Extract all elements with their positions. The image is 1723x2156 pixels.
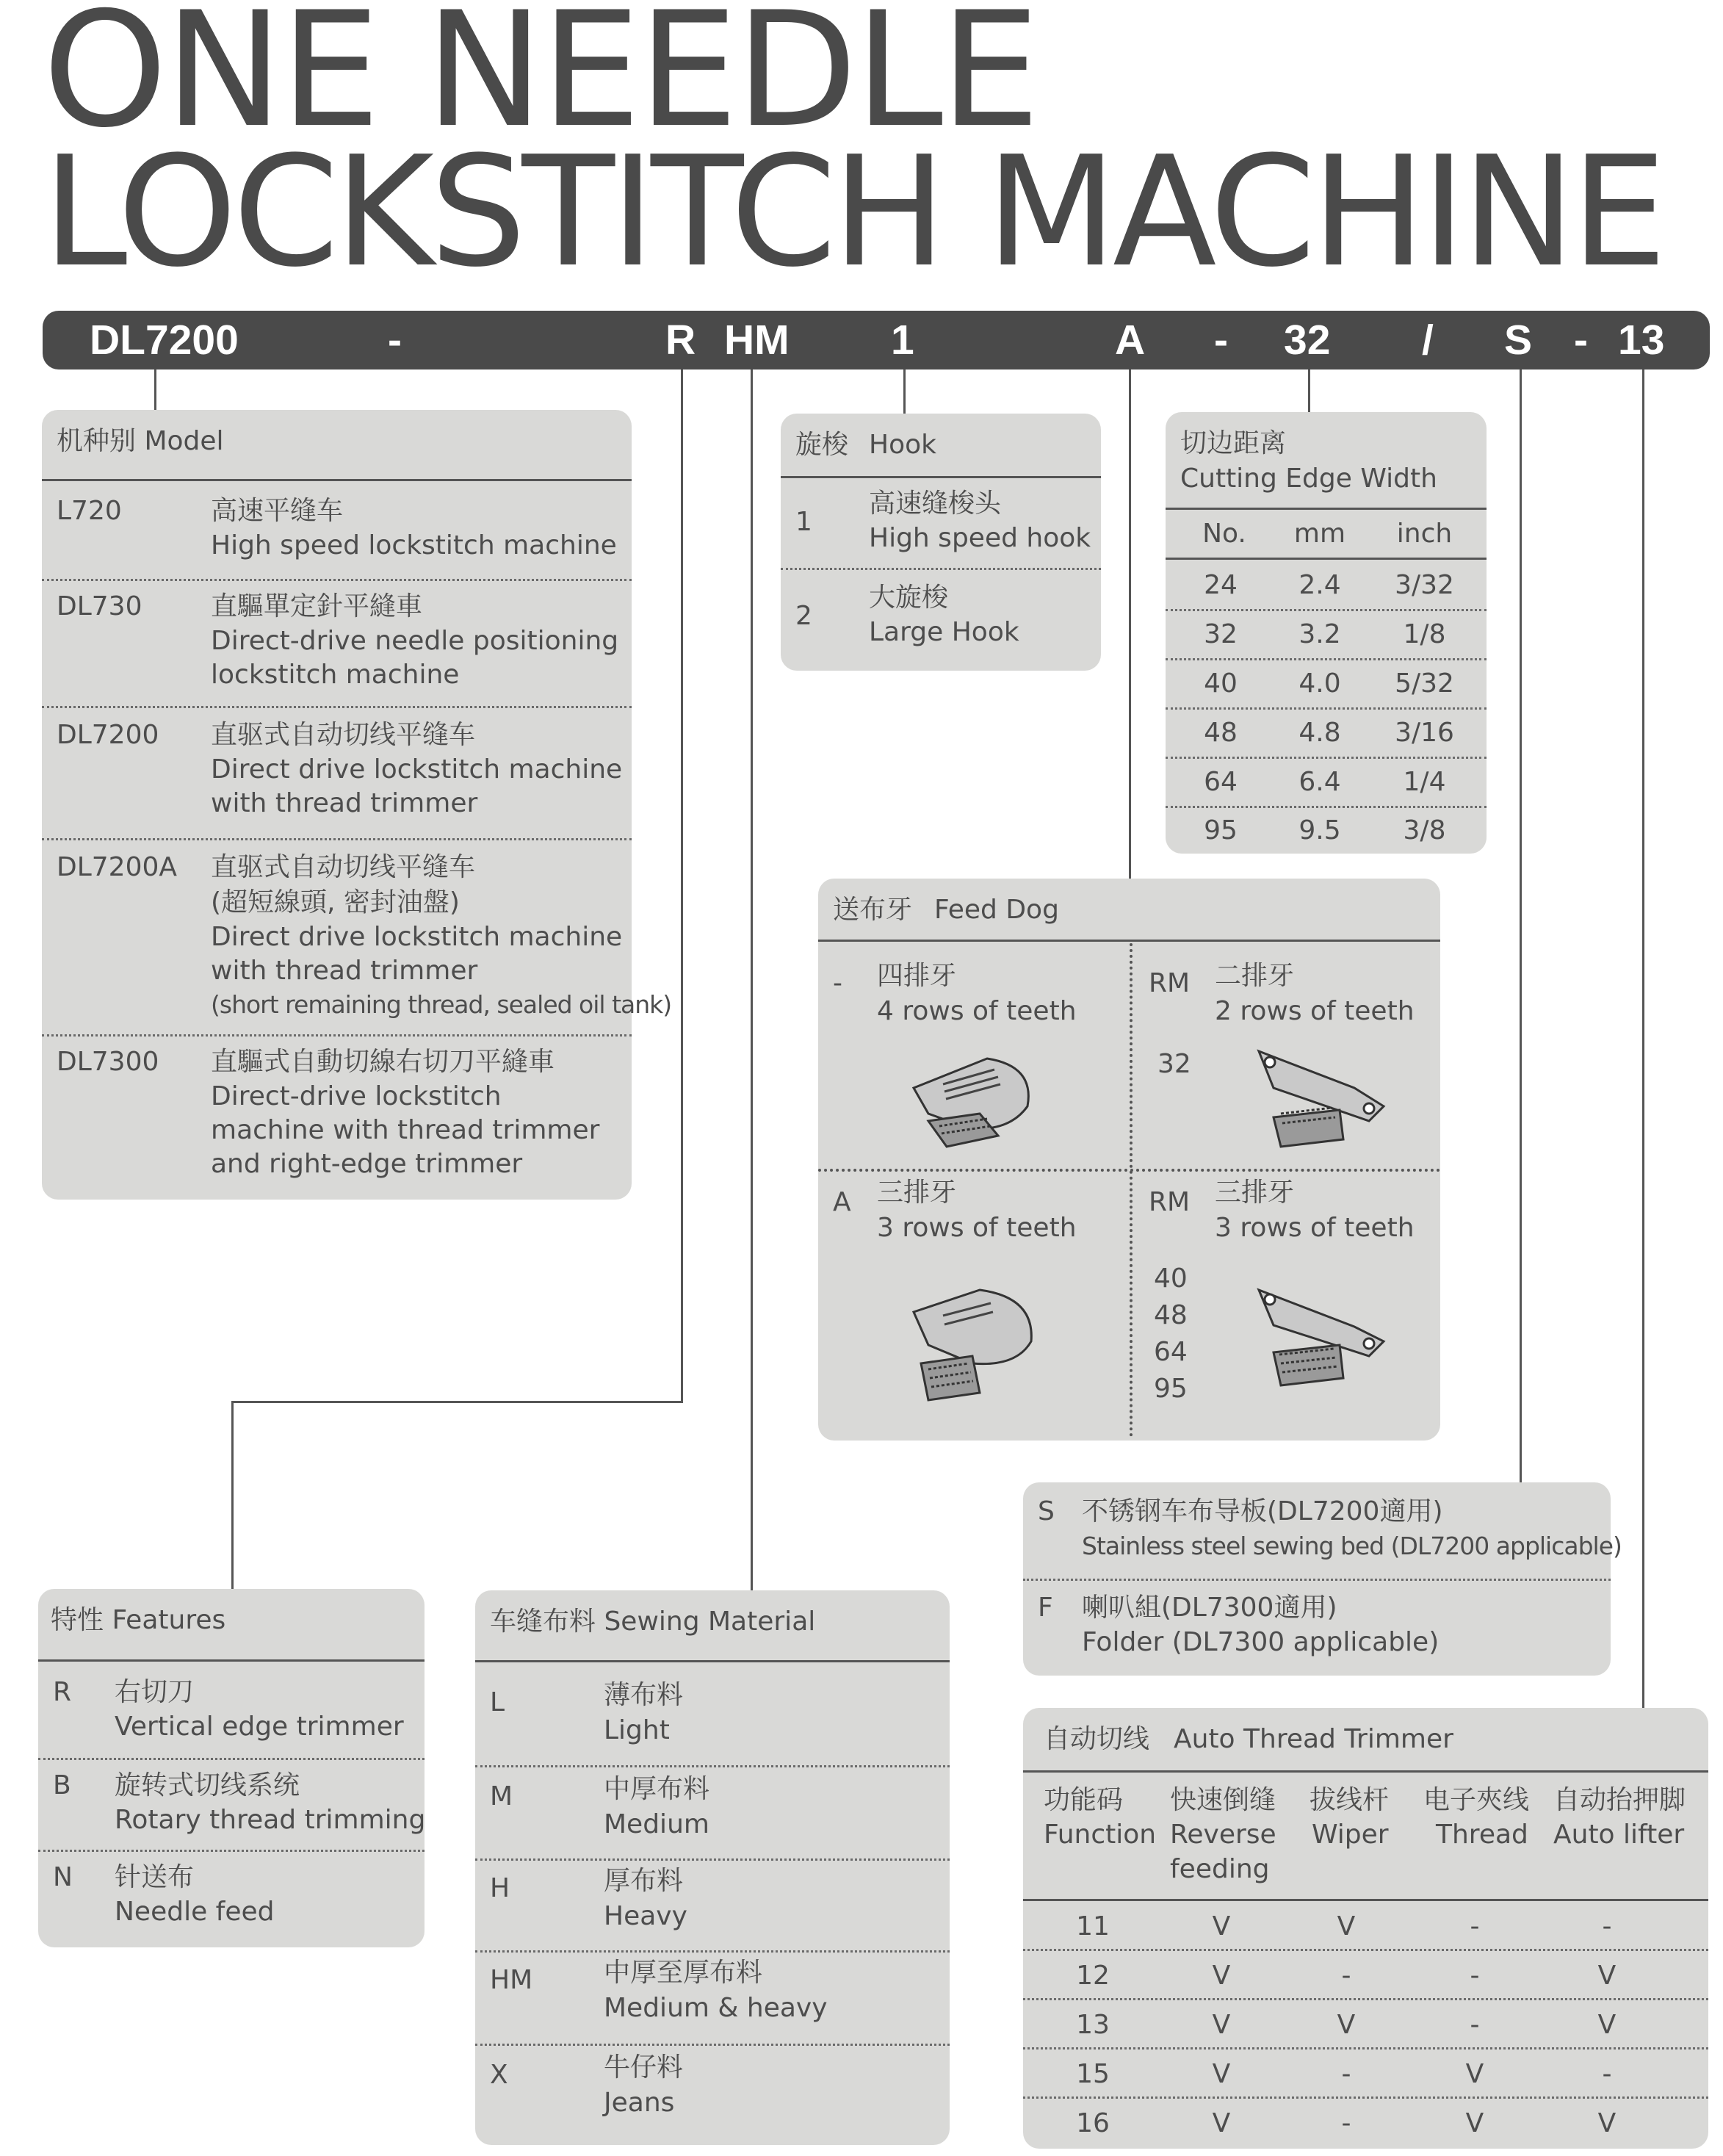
- trimmer-col-en: Auto lifter: [1553, 1820, 1685, 1850]
- trimmer-cell: -: [1602, 1911, 1612, 1942]
- title-line-1: ONE NEEDLE: [43, 0, 1038, 162]
- feed-dog-3-rows-icon: [1244, 1275, 1391, 1400]
- trimmer-cell: V: [1337, 1911, 1356, 1942]
- trimmer-cell: V: [1597, 2010, 1617, 2040]
- trimmer-col-en: Reverse: [1170, 1820, 1276, 1850]
- bed-en: Folder (DL7300 applicable): [1082, 1627, 1440, 1657]
- model-desc: (超短線頭, 密封油盤): [211, 887, 460, 917]
- feed-size: 64: [1154, 1337, 1188, 1367]
- material-cn: 牛仔料: [604, 2052, 684, 2083]
- trimmer-cell: -: [1341, 2108, 1351, 2138]
- trimmer-cell: V: [1465, 2108, 1484, 2138]
- trimmer-cell: V: [1212, 2059, 1231, 2089]
- material-code: M: [490, 1781, 513, 1811]
- feed-code: -: [833, 968, 842, 998]
- trimmer-cell: V: [1465, 2059, 1484, 2089]
- trimmer-header-cn: 自动切线: [1044, 1724, 1150, 1754]
- cutting-cell: 1/4: [1403, 767, 1446, 797]
- material-cn: 厚布料: [604, 1866, 684, 1896]
- trimmer-cell: -: [1602, 2059, 1612, 2089]
- cutting-cell: 4.0: [1298, 668, 1341, 699]
- model-code: L720: [57, 496, 122, 526]
- hook-header-cn: 旋梭: [795, 430, 849, 460]
- feed-cn: 四排牙: [877, 961, 957, 991]
- feed-cn: 三排牙: [877, 1178, 957, 1208]
- feed-size: 32: [1157, 1049, 1191, 1079]
- trimmer-col-en: feeding: [1170, 1854, 1270, 1884]
- code-model: DL7200: [90, 317, 239, 364]
- feed-dog-box: [818, 879, 1440, 1441]
- feature-code: B: [53, 1770, 71, 1800]
- hook-header-en: Hook: [869, 430, 936, 460]
- trimmer-cell: -: [1470, 1961, 1480, 1991]
- model-desc: 直驅單定針平縫車: [211, 591, 423, 621]
- material-en: Heavy: [604, 1901, 687, 1931]
- feed-dog-2-rows-icon: [1244, 1036, 1391, 1161]
- cutting-header-en: Cutting Edge Width: [1180, 464, 1437, 494]
- auto-thread-trimmer-box: [1023, 1708, 1708, 2149]
- model-code: DL7200: [57, 720, 159, 750]
- model-desc: machine with thread trimmer: [211, 1115, 600, 1145]
- trimmer-cell: V: [1337, 2010, 1356, 2040]
- cutting-cell: 6.4: [1298, 767, 1341, 797]
- feature-en: Vertical edge trimmer: [115, 1712, 404, 1742]
- trimmer-cell: -: [1470, 2010, 1480, 2040]
- model-code-bar: [43, 311, 1710, 369]
- trimmer-cell: 12: [1076, 1961, 1110, 1991]
- model-desc: 直驱式自动切线平缝车: [211, 852, 476, 882]
- trimmer-cell: 13: [1076, 2010, 1110, 2040]
- trimmer-cell: V: [1212, 1911, 1231, 1942]
- code-bed: S: [1504, 317, 1533, 364]
- bed-cn: 不锈钢车布导板(DL7200適用): [1082, 1496, 1443, 1526]
- model-code: DL7200A: [57, 852, 178, 882]
- cutting-cell: 32: [1204, 619, 1238, 649]
- hook-box: [781, 414, 1101, 671]
- code-trimmer: 13: [1618, 317, 1665, 364]
- bed-code: F: [1038, 1593, 1053, 1623]
- feed-en: 2 rows of teeth: [1215, 996, 1415, 1026]
- code-features: R: [665, 317, 696, 364]
- cutting-edge-box: [1166, 412, 1487, 854]
- code-slash: /: [1422, 317, 1434, 364]
- cutting-cell: 3/16: [1395, 718, 1454, 748]
- model-desc: 高速平缝车: [211, 496, 344, 526]
- throat-plate-3-rows-icon: [899, 1275, 1046, 1407]
- model-header: 机种别 Model: [57, 426, 224, 456]
- model-desc: and right-edge trimmer: [211, 1149, 523, 1179]
- trimmer-cell: V: [1212, 2010, 1231, 2040]
- col-inch: inch: [1396, 519, 1453, 549]
- code-dash-2: -: [1214, 317, 1228, 364]
- feed-code: RM: [1149, 968, 1191, 998]
- cutting-cell: 4.8: [1298, 718, 1341, 748]
- trimmer-cell: 16: [1076, 2108, 1110, 2138]
- trimmer-cell: 11: [1076, 1911, 1110, 1942]
- throat-plate-4-rows-icon: [899, 1044, 1046, 1161]
- cutting-cell: 95: [1204, 815, 1238, 846]
- model-desc: 直驱式自动切线平缝车: [211, 720, 476, 750]
- trimmer-col-en: Wiper: [1312, 1820, 1389, 1850]
- material-cn: 薄布料: [604, 1680, 684, 1710]
- trimmer-cell: 15: [1076, 2059, 1110, 2089]
- model-desc: Direct drive lockstitch machine: [211, 922, 623, 952]
- trimmer-col-cn: 快速倒缝: [1170, 1785, 1276, 1815]
- material-en: Medium & heavy: [604, 1993, 828, 2023]
- material-en: Light: [604, 1715, 670, 1745]
- trimmer-col-en: Thread: [1436, 1820, 1528, 1850]
- code-material: HM: [724, 317, 790, 364]
- material-code: HM: [490, 1965, 533, 1995]
- features-box: [38, 1589, 425, 1947]
- cutting-header-cn: 切边距离: [1180, 428, 1287, 458]
- material-cn: 中厚至厚布料: [604, 1958, 763, 1988]
- feed-cn: 二排牙: [1215, 961, 1295, 991]
- model-code: DL7300: [57, 1047, 159, 1077]
- model-desc: with thread trimmer: [211, 956, 478, 986]
- feature-cn: 旋转式切线系统: [115, 1770, 300, 1800]
- feed-size: 40: [1154, 1263, 1188, 1294]
- model-box: [42, 410, 672, 1200]
- hook-code: 1: [795, 507, 812, 537]
- model-desc: lockstitch machine: [211, 660, 460, 690]
- feature-en: Rotary thread trimming: [115, 1805, 426, 1835]
- hook-cn: 大旋梭: [869, 583, 949, 613]
- trimmer-cell: V: [1212, 1961, 1231, 1991]
- material-code: H: [490, 1873, 510, 1903]
- cutting-cell: 24: [1204, 570, 1238, 600]
- code-hook: 1: [891, 317, 914, 364]
- feed-en: 4 rows of teeth: [877, 996, 1077, 1026]
- sewing-material-box: [475, 1590, 950, 2145]
- hook-code: 2: [795, 601, 812, 631]
- trimmer-header-en: Auto Thread Trimmer: [1174, 1724, 1453, 1754]
- material-en: Jeans: [604, 2088, 675, 2118]
- model-desc: 直驅式自動切線右切刀平縫車: [211, 1047, 555, 1077]
- model-desc: Direct-drive needle positioning: [211, 626, 619, 656]
- col-mm: mm: [1293, 519, 1346, 549]
- hook-en: High speed hook: [869, 523, 1091, 553]
- feed-cn: 三排牙: [1215, 1178, 1295, 1208]
- material-cn: 中厚布料: [604, 1774, 710, 1804]
- cutting-cell: 3.2: [1298, 619, 1341, 649]
- feed-size: 48: [1154, 1300, 1188, 1330]
- cutting-cell: 9.5: [1298, 815, 1341, 846]
- code-dash-1: -: [388, 317, 402, 364]
- model-code: DL730: [57, 591, 142, 621]
- feed-code: RM: [1149, 1187, 1191, 1217]
- code-dash-3: -: [1574, 317, 1588, 364]
- feature-en: Needle feed: [115, 1897, 275, 1927]
- bed-en: Stainless steel sewing bed (DL7200 applicable): [1082, 1532, 1622, 1560]
- feature-code: N: [53, 1862, 73, 1892]
- feed-size: 95: [1154, 1374, 1188, 1404]
- trimmer-cell: V: [1597, 1961, 1617, 1991]
- trimmer-cell: V: [1212, 2108, 1231, 2138]
- trimmer-col-cn: 电子夾线: [1423, 1785, 1530, 1815]
- hook-cn: 高速缝梭头: [869, 488, 1002, 519]
- feed-en: 3 rows of teeth: [1215, 1213, 1415, 1243]
- feature-code: R: [53, 1677, 72, 1707]
- cutting-cell: 3/8: [1403, 815, 1446, 846]
- feed-header-cn: 送布牙: [833, 895, 913, 925]
- feed-code: A: [833, 1187, 851, 1217]
- model-desc: Direct-drive lockstitch: [211, 1081, 502, 1111]
- feature-cn: 针送布: [115, 1862, 195, 1892]
- trimmer-cell: V: [1597, 2108, 1617, 2138]
- title-line-2: LOCKSTITCH MACHINE: [43, 123, 1663, 300]
- col-no: No.: [1202, 519, 1246, 549]
- material-header: 车缝布料 Sewing Material: [490, 1607, 816, 1637]
- trimmer-cell: -: [1470, 1911, 1480, 1942]
- trimmer-col-cn: 自动抬押脚: [1553, 1785, 1686, 1815]
- cutting-cell: 64: [1204, 767, 1238, 797]
- feed-header-en: Feed Dog: [934, 895, 1059, 925]
- trimmer-cell: -: [1341, 2059, 1351, 2089]
- trimmer-col-cn: 功能码: [1044, 1785, 1124, 1815]
- cutting-cell: 1/8: [1403, 619, 1446, 649]
- model-note: (short remaining thread, sealed oil tank): [211, 990, 672, 1019]
- material-code: L: [490, 1687, 505, 1717]
- bed-cn: 喇叭組(DL7300適用): [1082, 1593, 1337, 1623]
- code-cutting: 32: [1284, 317, 1331, 364]
- feature-cn: 右切刀: [115, 1677, 195, 1707]
- model-desc: Direct drive lockstitch machine: [211, 754, 623, 785]
- bed-code: S: [1038, 1496, 1055, 1526]
- cutting-cell: 2.4: [1298, 570, 1341, 600]
- cutting-cell: 48: [1204, 718, 1238, 748]
- material-code: X: [490, 2060, 508, 2090]
- cutting-cell: 3/32: [1395, 570, 1454, 600]
- cutting-cell: 40: [1204, 668, 1238, 699]
- model-desc: with thread trimmer: [211, 788, 478, 818]
- cutting-cell: 5/32: [1395, 668, 1454, 699]
- material-en: Medium: [604, 1809, 709, 1839]
- bed-folder-box: [1023, 1482, 1622, 1676]
- code-feed-dog: A: [1115, 317, 1146, 364]
- features-header: 特性 Features: [51, 1605, 226, 1635]
- trimmer-cell: -: [1341, 1961, 1351, 1991]
- feed-en: 3 rows of teeth: [877, 1213, 1077, 1243]
- hook-en: Large Hook: [869, 617, 1019, 647]
- trimmer-col-en: Function: [1044, 1820, 1157, 1850]
- model-desc: High speed lockstitch machine: [211, 530, 617, 560]
- trimmer-col-cn: 拔线杆: [1310, 1785, 1390, 1815]
